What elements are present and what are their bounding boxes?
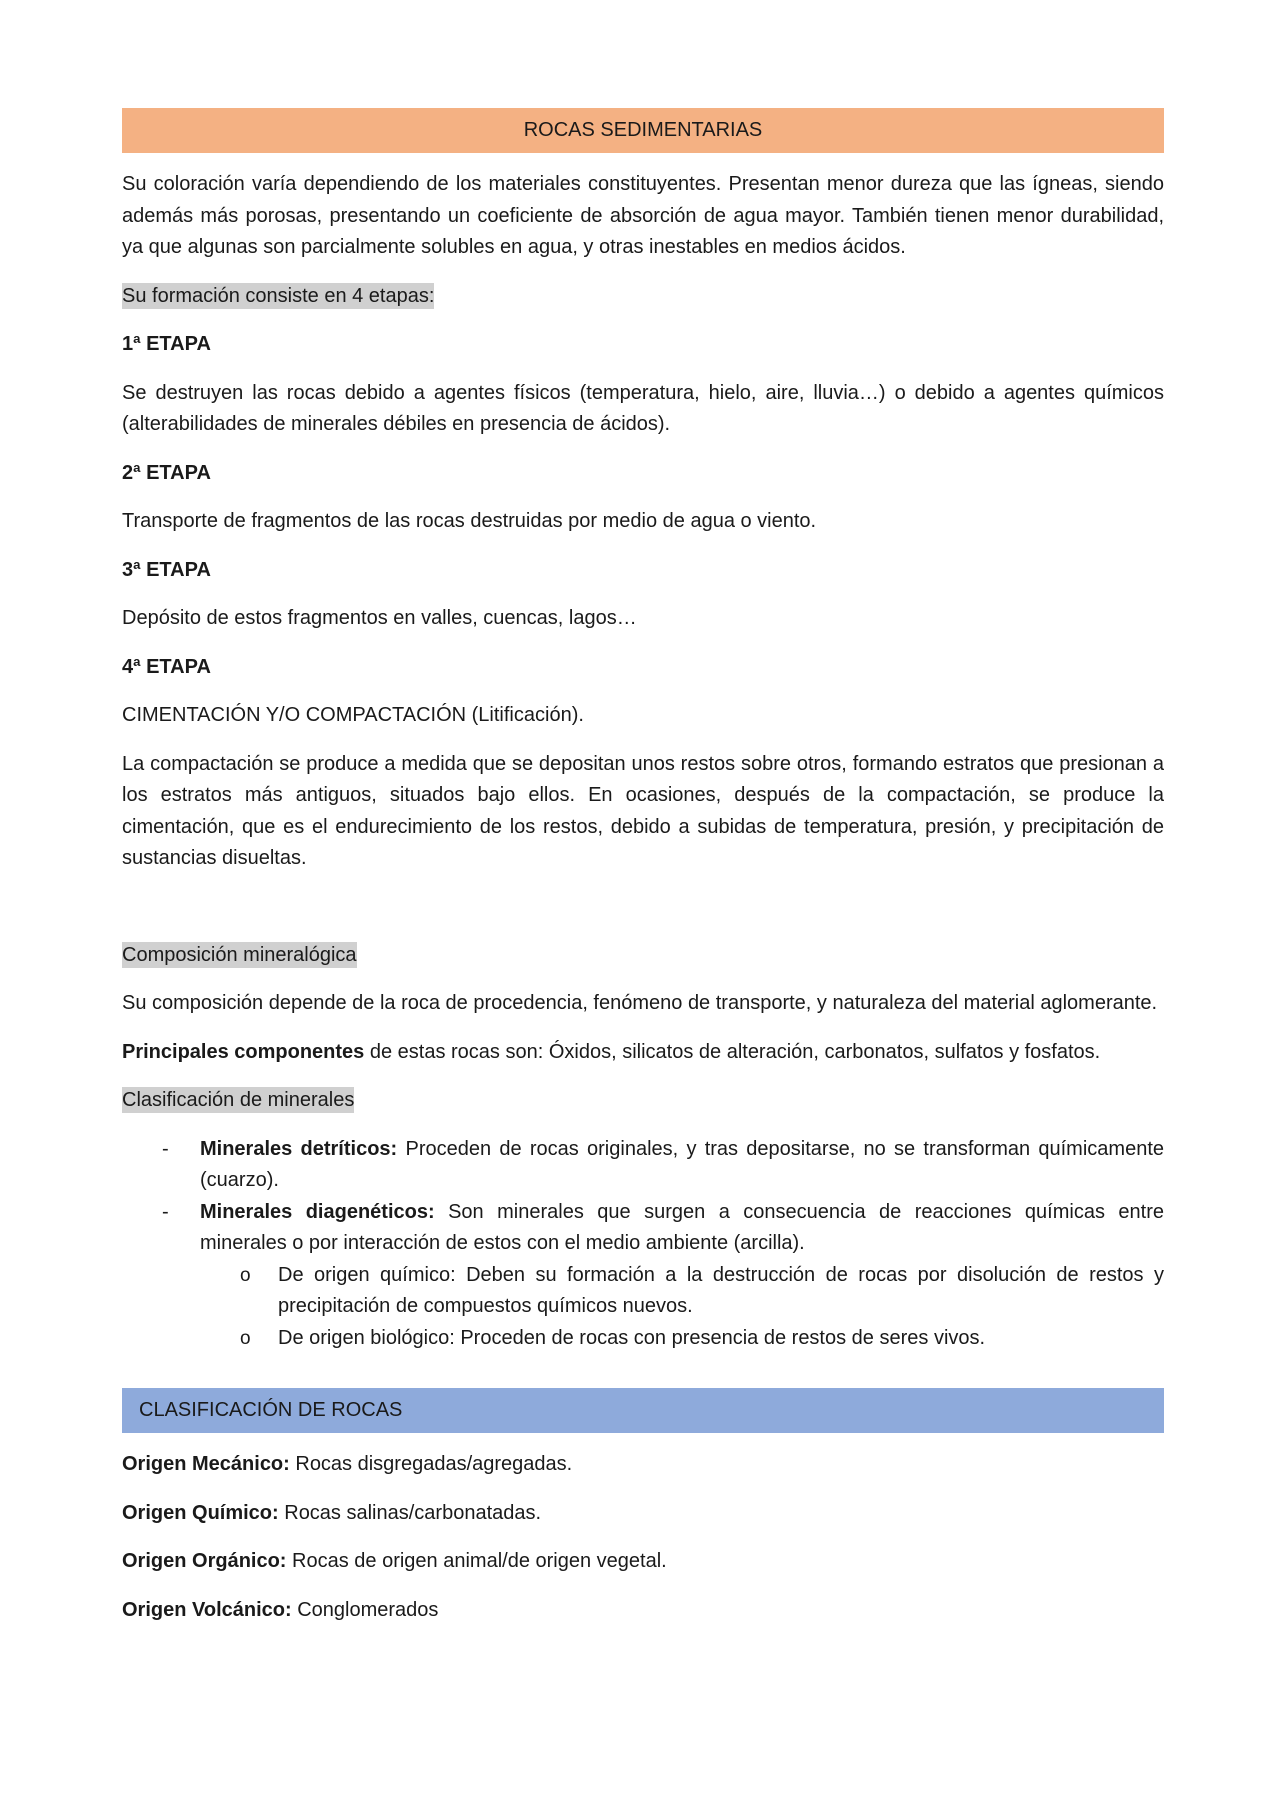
components-label: Principales componentes	[122, 1040, 365, 1063]
stage-label: 4ª ETAPA	[122, 655, 211, 678]
formation-heading-row	[122, 281, 1164, 313]
origins-section	[122, 1449, 1164, 1626]
blank-line	[122, 892, 1164, 940]
origin-text: Rocas salinas/carbonatadas.	[278, 1501, 542, 1524]
page-title: ROCAS SEDIMENTARIAS	[523, 119, 763, 141]
minerals-heading-row	[122, 1085, 1164, 1117]
origin-row	[122, 1546, 1164, 1578]
origin-row	[122, 1498, 1164, 1530]
origin-row	[122, 1449, 1164, 1481]
stage-4-label	[122, 652, 1164, 684]
stage-label: 2ª ETAPA	[122, 461, 211, 484]
stage-2-label	[122, 458, 1164, 490]
diageneticos-text: Son minerales que surgen a consecuencia de reacciones químicas entre minerales o por interacción de estos con el medio ambiente (arcilla).	[200, 1200, 1164, 1254]
sub-item-text: De origen biológico: Proceden de rocas con presencia de restos de seres vivos.	[278, 1326, 986, 1349]
origin-label: Origen Químico:	[122, 1501, 279, 1524]
stage-1-text: Se destruyen las rocas debido a agentes físicos (temperatura, hielo, aire, lluvia…) o debido a agentes químicos (alterabilidades de minerales débiles en presencia de ácidos).	[122, 381, 1164, 435]
classification-title: CLASIFICACIÓN DE ROCAS	[139, 1399, 403, 1421]
diageneticos-label: Minerales diagenéticos:	[200, 1200, 435, 1223]
stage-1-label	[122, 329, 1164, 361]
circle-bullet: o	[240, 1264, 251, 1286]
stage-label: 1ª ETAPA	[122, 333, 211, 355]
composition-heading-row	[122, 940, 1164, 972]
detriticos-label: Minerales detríticos:	[200, 1137, 398, 1160]
stage-4-text: CIMENTACIÓN Y/O COMPACTACIÓN (Litificación).	[122, 704, 584, 726]
dash-bullet: -	[162, 1137, 169, 1160]
stage-2-text: Transporte de fragmentos de las rocas destruidas por medio de agua o viento.	[122, 510, 817, 532]
dash-bullet: -	[162, 1200, 169, 1223]
compaction-paragraph: La compactación se produce a medida que se depositan unos restos sobre otros, formando estratos que presionan a los estratos más antiguos, situados bajo ellos. En ocasiones, después de la compactación, se produce la cimentación, que es el endurecimiento de los restos, debido a subidas de temperatura, presión, y precipitación de sustancias disueltas.	[122, 752, 1164, 869]
origin-text: Conglomerados	[291, 1598, 439, 1621]
document-page	[122, 108, 1164, 1643]
origin-row	[122, 1595, 1164, 1627]
intro-paragraph: Su coloración varía dependiendo de los materiales constituyentes. Presentan menor dureza que las ígneas, siendo además más porosas, presentando un coeficiente de absorción de agua mayor. También tienen menor durabilidad, ya que algunas son parcialmente solubles en agua, y otras inestables en medios ácidos.	[122, 173, 1164, 258]
circle-bullet: o	[240, 1327, 251, 1349]
origin-label: Origen Mecánico:	[122, 1453, 290, 1475]
origin-label: Origen Orgánico:	[122, 1550, 287, 1572]
list-item	[122, 1134, 1164, 1197]
sub-list-item	[200, 1260, 1164, 1323]
sub-item-text: De origen químico: Deben su formación a la destrucción de rocas por disolución de restos y precipitación de compuestos químicos nuevos.	[278, 1263, 1164, 1317]
sub-list-item	[200, 1323, 1164, 1355]
stage-label: 3ª ETAPA	[122, 558, 211, 581]
stage-3-label	[122, 555, 1164, 587]
classification-banner	[122, 1388, 1164, 1433]
composition-paragraph: Su composición depende de la roca de procedencia, fenómeno de transporte, y naturaleza del material aglomerante.	[122, 992, 1158, 1014]
origin-text: Rocas disgregadas/agregadas.	[289, 1453, 573, 1475]
list-item	[122, 1197, 1164, 1355]
title-banner	[122, 108, 1164, 153]
components-text: de estas rocas son: Óxidos, silicatos de alteración, carbonatos, sulfatos y fosfatos.	[364, 1040, 1101, 1063]
formation-heading: Su formación consiste en 4 etapas:	[122, 284, 435, 307]
stage-3-text: Depósito de estos fragmentos en valles, cuencas, lagos…	[122, 607, 637, 629]
sub-list	[200, 1260, 1164, 1355]
detriticos-text: Proceden de rocas originales, y tras depositarse, no se transforman químicamente (cuarzo).	[200, 1137, 1164, 1191]
composition-heading: Composición mineralógica	[122, 943, 357, 966]
minerals-list	[122, 1134, 1164, 1355]
minerals-heading: Clasificación de minerales	[122, 1089, 355, 1111]
components-paragraph	[122, 1037, 1164, 1069]
origin-text: Rocas de origen animal/de origen vegetal.	[286, 1550, 667, 1572]
origin-label: Origen Volcánico:	[122, 1598, 292, 1621]
